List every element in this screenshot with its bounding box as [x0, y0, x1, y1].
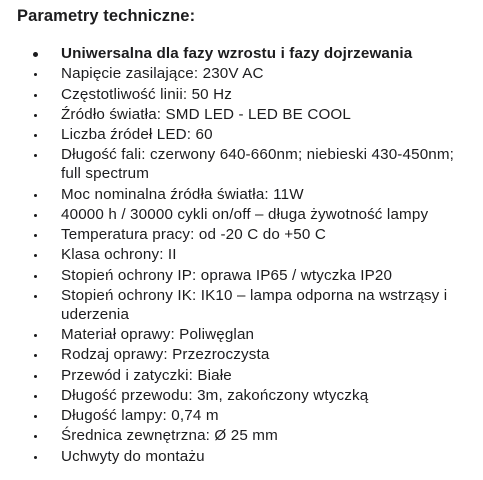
spec-list-item — [0, 185, 483, 204]
spec-item-text: Uniwersalna dla fazy wzrostu i fazy dojrzewania — [61, 45, 413, 62]
bullet-icon — [34, 154, 37, 157]
bullet-icon — [34, 395, 37, 398]
bullet-icon — [33, 52, 38, 57]
spec-list-item — [0, 105, 483, 124]
bullet-icon — [34, 214, 37, 217]
spec-item-text: Klasa ochrony: II — [61, 246, 177, 264]
bullet-icon — [34, 94, 37, 97]
spec-list-item — [0, 366, 483, 385]
spec-item-text: 40000 h / 30000 cykli on/off – długa żywotność lampy — [61, 205, 429, 223]
spec-list-item — [0, 245, 483, 264]
bullet-icon — [34, 134, 37, 137]
spec-list-item — [0, 447, 483, 466]
spec-list-item — [0, 125, 483, 144]
spec-list-item — [0, 266, 483, 285]
spec-item-text: Stopień ochrony IP: oprawa IP65 / wtyczka IP20 — [61, 266, 393, 284]
spec-list-item — [0, 286, 483, 324]
spec-list-item — [0, 426, 483, 445]
section-heading: Parametry techniczne: — [17, 7, 196, 25]
spec-item-text: Średnica zewnętrzna: Ø 25 mm — [61, 427, 278, 445]
spec-item-text: Długość fali: czerwony 640-660nm; niebieski 430-450nm; full spectrum — [61, 146, 455, 183]
spec-list-item — [0, 85, 483, 104]
spec-item-text: Stopień ochrony IK: IK10 – lampa odporna na wstrząsy i uderzenia — [61, 286, 448, 323]
spec-item-text: Rodzaj oprawy: Przezroczysta — [61, 346, 270, 364]
bullet-icon — [34, 375, 37, 378]
bullet-icon — [34, 275, 37, 278]
spec-list — [0, 44, 483, 467]
spec-item-text: Napięcie zasilające: 230V AC — [61, 65, 264, 83]
bullet-icon — [34, 114, 37, 117]
bullet-icon — [34, 334, 37, 337]
spec-item-text: Materiał oprawy: Poliwęglan — [61, 326, 255, 343]
spec-item-text: Moc nominalna źródła światła: 11W — [61, 185, 304, 203]
spec-item-text: Długość przewodu: 3m, zakończony wtyczką — [61, 386, 369, 404]
spec-item-text: Temperatura pracy: od -20 C do +50 C — [61, 226, 326, 243]
spec-item-text: Częstotliwość linii: 50 Hz — [61, 85, 233, 103]
spec-list-item — [0, 386, 483, 405]
bullet-icon — [34, 435, 37, 438]
bullet-icon — [34, 354, 37, 357]
spec-item-text: Źródło światła: SMD LED - LED BE COOL — [61, 105, 351, 123]
bullet-icon — [34, 234, 37, 237]
spec-list-item — [0, 406, 483, 425]
spec-list-item — [0, 225, 483, 244]
spec-list-item — [0, 64, 483, 83]
spec-list-item — [0, 345, 483, 364]
bullet-icon — [34, 254, 37, 257]
bullet-icon — [34, 73, 37, 76]
bullet-icon — [34, 415, 37, 418]
bullet-icon — [34, 295, 37, 298]
spec-item-text: Uchwyty do montażu — [61, 447, 205, 465]
spec-list-item — [0, 325, 483, 344]
bullet-icon — [34, 194, 37, 197]
spec-list-item — [0, 44, 483, 63]
spec-item-text: Przewód i zatyczki: Białe — [61, 366, 232, 384]
spec-item-text: Liczba źródeł LED: 60 — [61, 126, 213, 143]
spec-list-item — [0, 205, 483, 224]
bullet-icon — [34, 456, 37, 459]
spec-item-text: Długość lampy: 0,74 m — [61, 407, 219, 424]
spec-list-item — [0, 145, 483, 183]
